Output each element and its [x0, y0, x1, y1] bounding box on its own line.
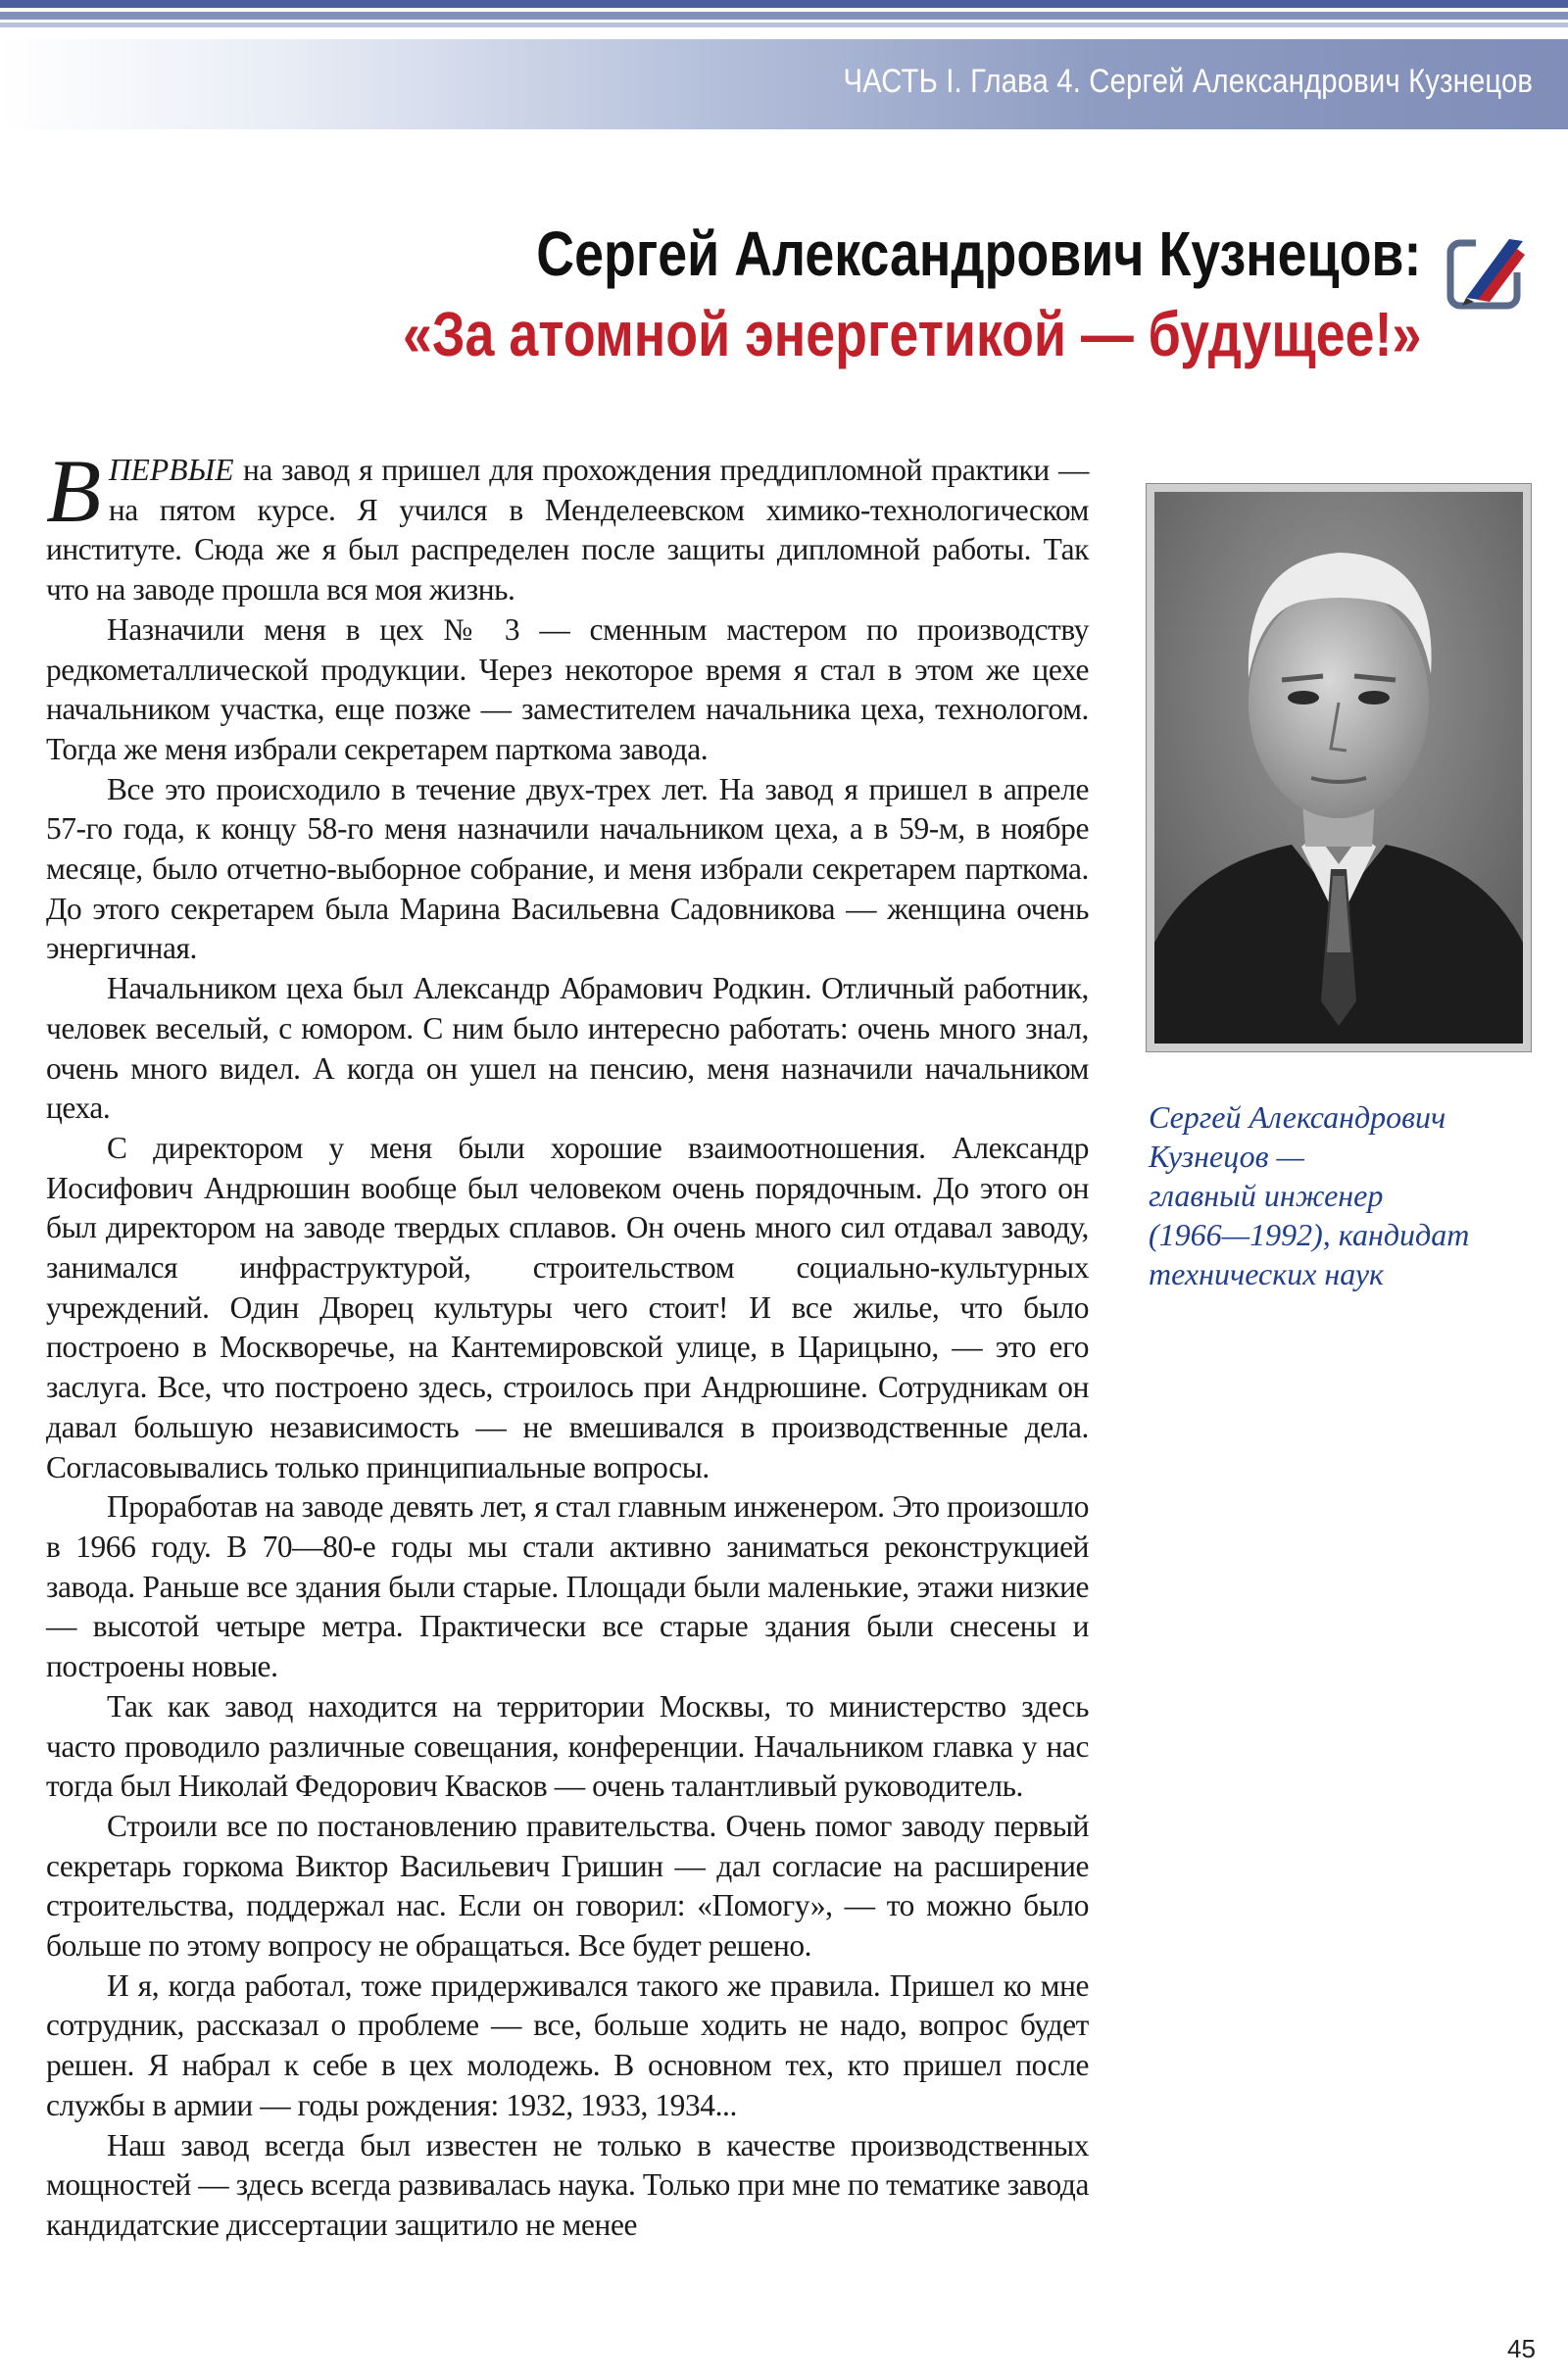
article-title [209, 214, 1421, 374]
caption-line: Сергей Александрович [1149, 1099, 1446, 1135]
portrait-image [1154, 492, 1523, 1044]
title-line-2: «За атомной энергетикой — будущее!» [402, 299, 1421, 369]
title-line-1: Сергей Александрович Кузнецов: [535, 219, 1421, 289]
portrait-photo [1146, 483, 1532, 1052]
paragraph: Строили все по постановлению правительства. Очень помог заводу первый секретарь горкома Виктор Васильевич Гришин — дал согласие на расширение строительства, поддержал нас. Если он говорил: «Помогу», — то можно было больше по этому вопросу не обращаться. Все будет решено. [46, 1808, 1089, 1964]
top-decorative-stripes [0, 0, 1568, 29]
paragraph: И я, когда работал, тоже придерживался такого же правила. Пришел ко мне сотрудник, рассказал о проблеме — все, больше ходить не надо, вопрос будет решен. Я набрал к себе в цех молодежь. В основном тех, кто пришел после службы в армии — годы рождения: 1932, 1933, 1934... [46, 1967, 1089, 2122]
caption-line: технических наук [1149, 1256, 1385, 1291]
running-header-title: ЧАСТЬ I. Глава 4. Сергей Александрович Кузнецов [843, 63, 1533, 100]
paragraph: Проработав на заводе девять лет, я стал главным инженером. Это произошло в 1966 году. В 70—80-е годы мы стали активно заниматься реконструкцией завода. Раньше все здания были старые. Площади были маленькие, этажи низкие — высотой четыре метра. Практически все старые здания были снесены и построены новые. [46, 1489, 1089, 1684]
article-body [46, 441, 1089, 2246]
caption-line: Кузнецов — [1149, 1139, 1304, 1174]
paragraph: Так как завод находится на территории Москвы, то министерство здесь часто проводило различные совещания, конференции. Начальником главка у нас тогда был Николай Федорович Квасков — очень талантливый руководитель. [46, 1688, 1089, 1804]
drop-cap: В [46, 441, 101, 541]
paragraph-intro [46, 441, 1089, 610]
page-number: 45 [1507, 2334, 1536, 2363]
paragraph: Начальником цеха был Александр Абрамович Родкин. Отличный работник, человек веселый, с юмором. С ним было интересно работать: очень много знал, очень много видел. А когда он ушел на пенсию, меня назначили начальником цеха. [46, 971, 1089, 1126]
paragraph: Наш завод всегда был известен не только в качестве производственных мощностей — здесь всегда развивалась наука. Только при мне по тематике завода кандидатские диссертации защитило не менее [46, 2127, 1089, 2242]
paragraph: Все это происходило в течение двух-трех лет. На завод я пришел в апреле 57-го года, к концу 58-го меня назначили начальником цеха, а в 59-м, в ноябре месяце, было отчетно-выборное собрание, и меня избрали секретарем парткома. До этого секретарем была Марина Васильевна Садовникова — женщина очень энергичная. [46, 771, 1089, 966]
paragraph-text: на завод я пришел для прохождения преддипломной практики — на пятом курсе. Я учился в Менделеевском химико-технологическом институте. Сюда же я был распределен после защиты дипломной работы. Так что на заводе прошла вся моя жизнь. [46, 453, 1089, 607]
caption-line: главный инженер [1149, 1178, 1384, 1213]
photo-caption [1149, 1097, 1541, 1293]
paragraph: С директором у меня были хорошие взаимоотношения. Александр Иосифович Андрюшин вообще был человеком очень порядочным. До этого он был директором на заводе твердых сплавов. Он очень много сил отдавал заводу, занимался инфраструктурой, строительством социально-культурных учреждений. Один Дворец культуры чего стоит! И все жилье, что было построено в Москворечье, на Кантемировской улице, в Царицыно, — это его заслуга. Все, что построено здесь, строилось при Андрюшине. Сотрудникам он давал большую независимость — не вмешивался в производственные дела. Согласовывались только принципиальные вопросы. [46, 1130, 1089, 1484]
caption-line: (1966—1992), кандидат [1149, 1217, 1470, 1252]
paragraph: Назначили меня в цех № 3 — сменным мастером по производству редкометаллической продукции. Через некоторое время я стал в этом же цехе начальником участка, еще позже — заместителем начальника цеха, технологом. Тогда же меня избрали секретарем парткома завода. [46, 611, 1089, 766]
lead-word: ПЕРВЫЕ [108, 453, 234, 487]
pen-logo-icon [1446, 233, 1525, 312]
